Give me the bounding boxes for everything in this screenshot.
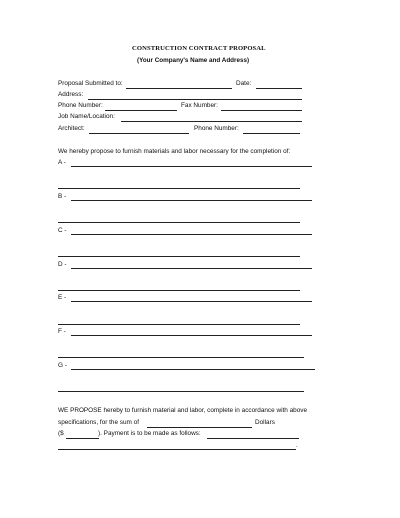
item-d-line[interactable] [71, 268, 312, 269]
amount-line[interactable] [66, 438, 99, 439]
item-c-label: C - [58, 227, 67, 234]
item-f-line[interactable] [71, 335, 312, 336]
item-c-line[interactable] [71, 234, 312, 235]
item-b-line-2[interactable] [58, 222, 300, 223]
item-f-line-2[interactable] [58, 357, 304, 358]
payment-terms-label: ). Payment is to be made as follows: [98, 430, 201, 437]
sum-words-line[interactable] [147, 427, 252, 428]
payment-terms-line-2[interactable] [58, 449, 296, 450]
fax-number-line[interactable] [221, 110, 302, 111]
document-title: CONSTRUCTION CONTRACT PROPOSAL [132, 45, 266, 52]
item-e-line[interactable] [71, 301, 312, 302]
item-a-line-2[interactable] [58, 188, 300, 189]
address-line[interactable] [88, 99, 302, 100]
intro-text: We hereby propose to furnish materials and labor necessary for the completion of: [58, 148, 291, 155]
architect-phone-line[interactable] [243, 133, 300, 134]
address-label: Address: [58, 91, 84, 98]
item-d-line-2[interactable] [58, 290, 300, 291]
item-e-label: E - [58, 294, 67, 301]
item-b-label: B - [58, 193, 67, 200]
dollars-label: Dollars [255, 419, 275, 426]
item-g-line[interactable] [71, 369, 315, 370]
phone-number-line[interactable] [105, 110, 177, 111]
architect-line[interactable] [89, 133, 189, 134]
closing-period: . [296, 442, 298, 449]
payment-terms-line[interactable] [207, 438, 299, 439]
proposal-statement: WE PROPOSE hereby to furnish material and labor, complete in accordance with above [58, 407, 308, 414]
item-g-label: G - [58, 362, 67, 369]
item-d-label: D - [58, 261, 67, 268]
item-f-label: F - [58, 328, 66, 335]
item-g-line-2[interactable] [58, 391, 304, 392]
item-b-line[interactable] [71, 200, 312, 201]
proposal-submitted-to-line[interactable] [126, 88, 232, 89]
document-subtitle: (Your Company's Name and Address) [137, 57, 250, 64]
item-a-label: A - [58, 159, 66, 166]
architect-phone-label: Phone Number: [194, 125, 239, 132]
item-c-line-2[interactable] [58, 256, 300, 257]
amount-prefix: ($ [58, 430, 64, 437]
date-line[interactable] [256, 88, 302, 89]
date-label: Date: [236, 80, 252, 87]
job-name-location-label: Job Name/Location: [58, 113, 115, 120]
sum-label: specifications, for the sum of [58, 419, 139, 426]
job-name-location-line[interactable] [121, 121, 302, 122]
proposal-submitted-to-label: Proposal Submitted to: [58, 80, 123, 87]
item-a-line[interactable] [71, 166, 312, 167]
item-e-line-2[interactable] [58, 324, 300, 325]
architect-label: Architect: [58, 125, 85, 132]
fax-number-label: Fax Number: [181, 102, 218, 109]
phone-number-label: Phone Number: [58, 102, 103, 109]
